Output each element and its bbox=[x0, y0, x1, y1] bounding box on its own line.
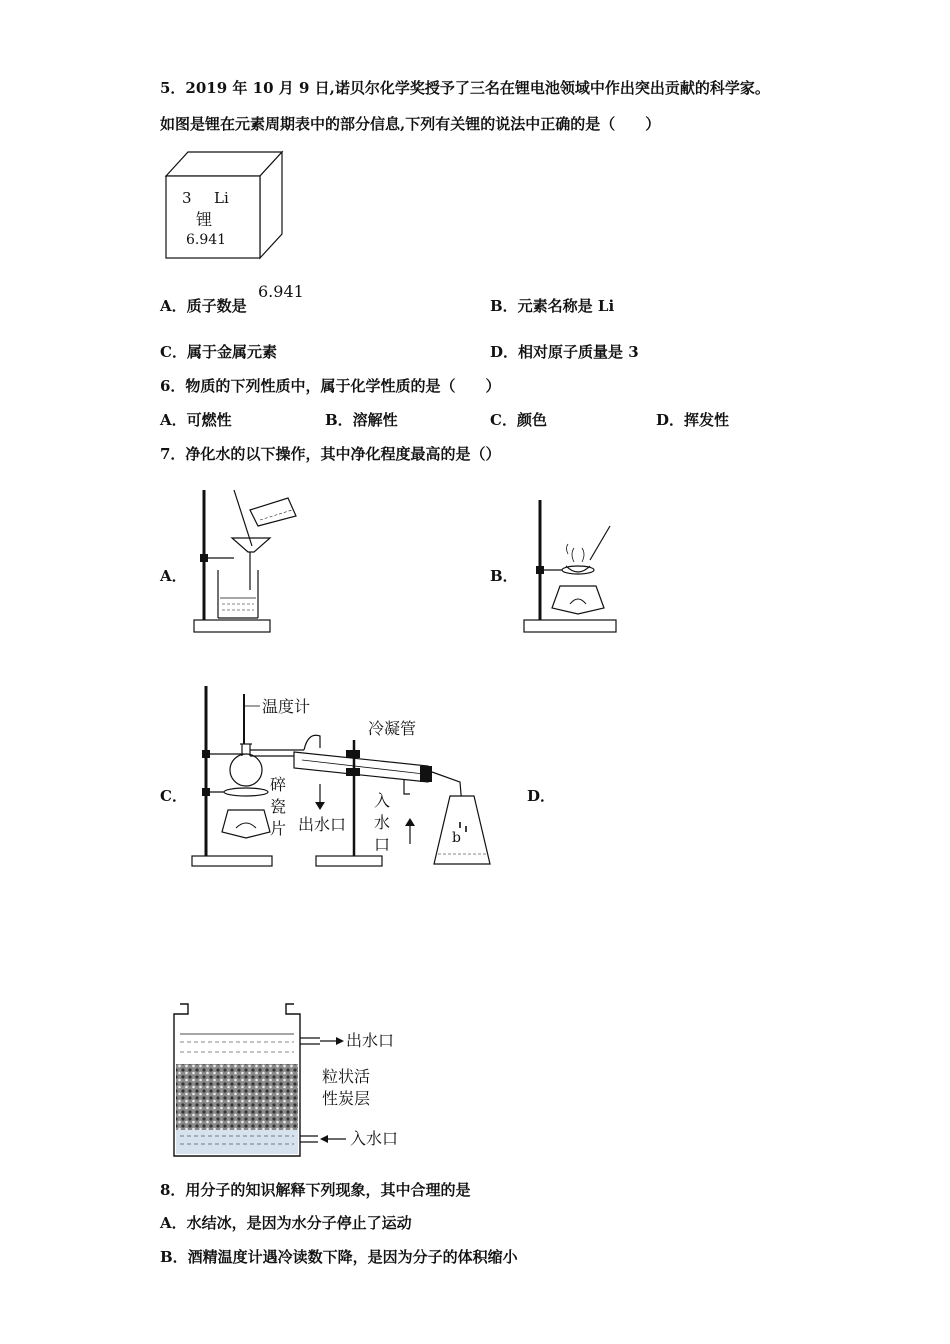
q5-option-a: A．质子数是 bbox=[160, 297, 247, 315]
q6-option-b: B．溶解性 bbox=[325, 411, 398, 429]
q7-label-a: A． bbox=[160, 567, 187, 585]
condenser-label: 冷凝管 bbox=[368, 719, 417, 738]
element-symbol: Li bbox=[214, 189, 229, 207]
filter-outlet-label: 出水口 bbox=[346, 1031, 395, 1050]
q5-option-b: B．元素名称是 Li bbox=[490, 297, 615, 315]
q7-label-b: B． bbox=[490, 567, 518, 585]
filtration-apparatus bbox=[188, 486, 303, 636]
inlet-label-3: 口 bbox=[374, 835, 391, 854]
q6-option-a: A．可燃性 bbox=[160, 411, 232, 429]
thermometer-label: 温度计 bbox=[262, 697, 311, 716]
carbon-filter-apparatus bbox=[160, 998, 410, 1164]
q7-label-c: C． bbox=[160, 787, 187, 805]
evaporation-apparatus bbox=[520, 496, 620, 636]
filter-inlet-label: 入水口 bbox=[350, 1129, 399, 1148]
element-number: 3 bbox=[182, 189, 192, 207]
q6-option-d: D．挥发性 bbox=[656, 411, 730, 429]
chips-label-1: 碎 bbox=[270, 775, 287, 794]
lithium-element-card bbox=[160, 148, 290, 260]
q6-stem: 6．物质的下列性质中，属于化学性质的是（ ） bbox=[160, 377, 501, 395]
chips-label-3: 片 bbox=[270, 819, 287, 838]
element-name: 锂 bbox=[196, 210, 213, 229]
q6-option-c: C．颜色 bbox=[490, 411, 547, 429]
q5-option-a-value: 6.941 bbox=[258, 282, 304, 301]
q7-label-d: D． bbox=[527, 787, 556, 805]
q5-option-c: C．属于金属元素 bbox=[160, 343, 277, 361]
flask-mark: b bbox=[452, 830, 461, 846]
q7-stem: 7．净化水的以下操作，其中净化程度最高的是（） bbox=[160, 445, 501, 463]
element-mass: 6.941 bbox=[186, 232, 227, 248]
q8-stem: 8．用分子的知识解释下列现象，其中合理的是 bbox=[160, 1181, 471, 1199]
outlet-label: 出水口 bbox=[298, 815, 347, 834]
inlet-label-1: 入 bbox=[374, 791, 391, 810]
q5-stem-line2: 如图是锂在元素周期表中的部分信息,下列有关锂的说法中正确的是（ ） bbox=[160, 115, 661, 133]
q8-option-a: A．水结冰，是因为水分子停止了运动 bbox=[160, 1214, 412, 1232]
distillation-apparatus bbox=[184, 684, 504, 874]
q8-option-b: B．酒精温度计遇冷读数下降，是因为分子的体积缩小 bbox=[160, 1248, 518, 1266]
inlet-label-2: 水 bbox=[374, 813, 391, 832]
carbon-label-1: 粒状活 bbox=[322, 1067, 371, 1086]
carbon-label-2: 性炭层 bbox=[322, 1089, 371, 1108]
q5-stem-line1: 5．2019 年 10 月 9 日,诺贝尔化学奖授予了三名在锂电池领域中作出突出贡献的科学家。 bbox=[160, 79, 770, 97]
q5-option-d: D．相对原子质量是 3 bbox=[490, 343, 639, 361]
chips-label-2: 瓷 bbox=[270, 797, 287, 816]
